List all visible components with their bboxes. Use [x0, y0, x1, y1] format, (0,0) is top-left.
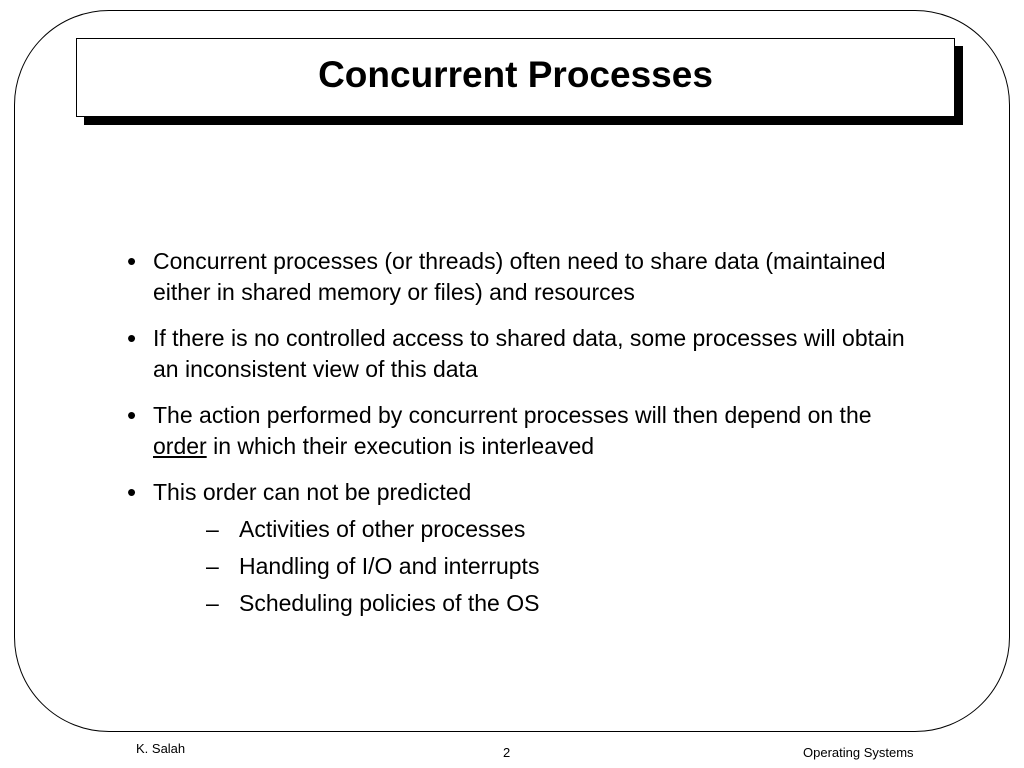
sub-bullet-list — [153, 514, 905, 619]
footer-course: Operating Systems — [803, 745, 914, 760]
footer-page-number: 2 — [503, 745, 511, 760]
bullet-text: If there is no controlled access to shared data, some processes will obtain an inconsistent view of this data — [153, 325, 905, 382]
underlined-word: order — [153, 433, 207, 459]
bullet-text-before: The action performed by concurrent processes will then depend on the — [153, 402, 872, 428]
sub-bullet-item — [153, 514, 905, 545]
slide-title: Concurrent Processes — [318, 53, 713, 95]
bullet-symbol: • — [127, 323, 137, 353]
bullet-text: Concurrent processes (or threads) often need to share data (maintained either in shared memory or files) and resources — [153, 248, 886, 305]
bullet-list — [125, 246, 905, 634]
bullet-symbol: • — [127, 400, 137, 430]
sub-bullet-symbol: – — [206, 553, 219, 579]
bullet-item — [125, 477, 905, 619]
footer-author: K. Salah — [136, 741, 186, 756]
bullet-item — [125, 246, 905, 308]
bullet-text-after: in which their execution is interleaved — [206, 433, 595, 459]
bullet-item — [125, 400, 905, 462]
sub-bullet-item — [153, 551, 905, 582]
sub-bullet-item — [153, 588, 905, 619]
bullet-text: This order can not be predicted — [153, 479, 472, 505]
title-box — [76, 38, 955, 117]
sub-bullet-text: Scheduling policies of the OS — [239, 590, 540, 616]
sub-bullet-text: Handling of I/O and interrupts — [239, 553, 540, 579]
sub-bullet-symbol: – — [206, 516, 219, 542]
bullet-item — [125, 323, 905, 385]
sub-bullet-text: Activities of other processes — [239, 516, 526, 542]
sub-bullet-symbol: – — [206, 590, 219, 616]
bullet-symbol: • — [127, 477, 137, 507]
bullet-symbol: • — [127, 246, 137, 276]
